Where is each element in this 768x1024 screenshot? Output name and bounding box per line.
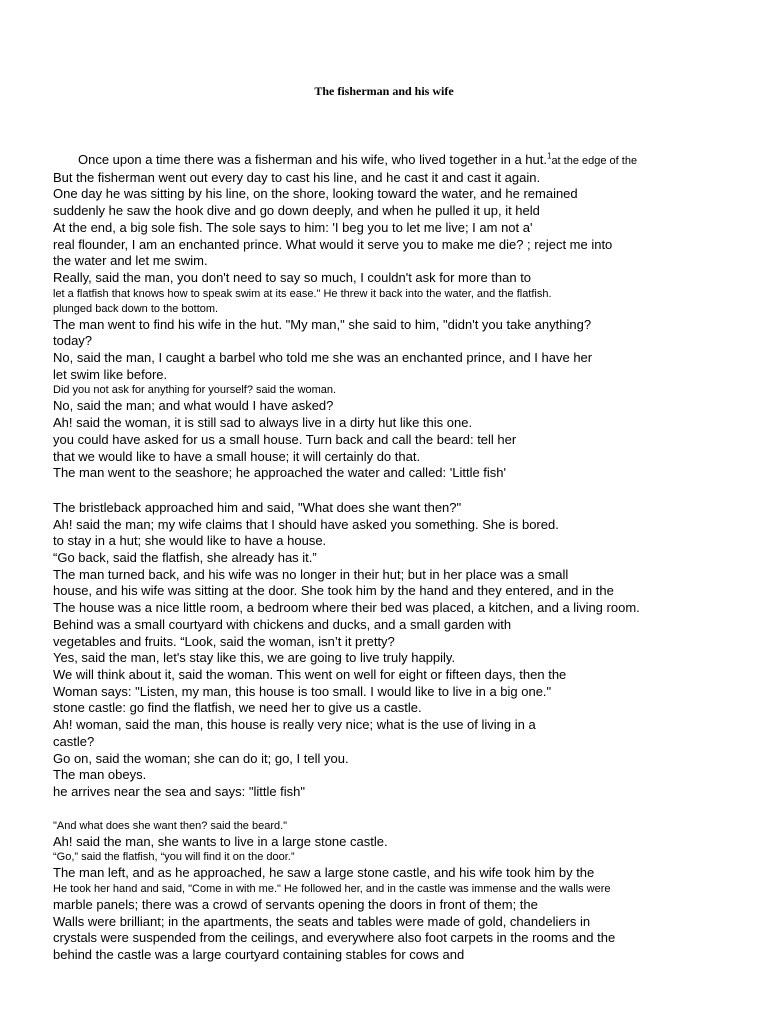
text-line: behind the castle was a large courtyard containing stables for cows and	[53, 947, 465, 963]
text-line: suddenly he saw the hook dive and go down deeply, and when he pulled it up, it held	[53, 203, 540, 219]
text-line: real flounder, I am an enchanted prince. What would it serve you to make me die? ; reject me into	[53, 236, 613, 252]
text-line: The house was a nice little room, a bedroom where their bed was placed, a kitchen, and a living room.	[53, 600, 640, 616]
text-line: The man went to the seashore; he approached the water and called: 'Little fish'	[53, 465, 507, 481]
text-line: We will think about it, said the woman. This went on well for eight or fifteen days, then the	[53, 666, 567, 682]
text-line: The man obeys.	[53, 767, 147, 783]
text-line: The man turned back, and his wife was no longer in their hut; but in her place was a small	[53, 566, 569, 582]
text-line: plunged back down to the bottom.	[53, 302, 219, 315]
text-line: Woman says: "Listen, my man, this house is too small. I would like to live in a big one."	[53, 683, 552, 699]
text-line: you could have asked for us a small house. Turn back and call the beard: tell her	[53, 431, 517, 447]
text-line: marble panels; there was a crowd of servants opening the doors in front of them; the	[53, 897, 538, 913]
text-line: One day he was sitting by his line, on the shore, looking toward the water, and he remained	[53, 186, 578, 202]
text-line: Yes, said the man, let's stay like this, we are going to live truly happily.	[53, 650, 456, 666]
text-line: "And what does she want then? said the beard."	[53, 819, 288, 832]
text-line: Really, said the man, you don't need to say so much, I couldn't ask for more than to	[53, 269, 532, 285]
text-run: at the edge of the	[551, 155, 638, 167]
paragraph-gap	[53, 801, 768, 819]
text-line: house, and his wife was sitting at the door. She took him by the hand and they entered, and in the	[53, 583, 614, 599]
footnote-marker: 1	[546, 151, 552, 161]
text-line: he arrives near the sea and says: "little fish"	[53, 783, 306, 799]
text-line	[53, 152, 768, 170]
text-line: The man left, and as he approached, he saw a large stone castle, and his wife took him by the	[53, 865, 595, 881]
text-line: vegetables and fruits. “Look, said the woman, isn’t it pretty?	[53, 633, 395, 649]
text-line: stone castle: go find the flatfish, we need her to give us a castle.	[53, 700, 422, 716]
paragraph-gap	[53, 482, 768, 500]
text-line: Ah! said the man; my wife claims that I should have asked you something. She is bored.	[53, 516, 559, 532]
text-line: Ah! said the man, she wants to live in a large stone castle.	[53, 833, 388, 849]
text-line: At the end, a big sole fish. The sole says to him: 'I beg you to let me live; I am not a'	[53, 219, 533, 235]
text-run: Once upon a time there was a fisherman and his wife, who lived together in a hut.	[78, 152, 547, 167]
text-line: crystals were suspended from the ceilings, and everywhere also foot carpets in the rooms and the	[53, 930, 616, 946]
text-line: that we would like to have a small house; it will certainly do that.	[53, 448, 421, 464]
text-line: No, said the man, I caught a barbel who told me she was an enchanted prince, and I have her	[53, 350, 593, 366]
text-line: “Go,” said the flatfish, “you will find it on the door.”	[53, 851, 295, 864]
text-line: Go on, said the woman; she can do it; go, I tell you.	[53, 750, 349, 766]
text-line: The man went to find his wife in the hut. "My man," she said to him, "didn't you take anything?	[53, 316, 592, 332]
text-line: Ah! woman, said the man, this house is really very nice; what is the use of living in a	[53, 717, 536, 733]
text-line: Walls were brilliant; in the apartments, the seats and tables were made of gold, chandeliers in	[53, 913, 591, 929]
text-line: the water and let me swim.	[53, 253, 208, 269]
page-title: The fisherman and his wife	[314, 84, 454, 98]
text-line: He took her hand and said, "Come in with me." He followed her, and in the castle was immense and the walls were	[53, 883, 611, 896]
story-text	[53, 152, 768, 964]
text-line: to stay in a hut; she would like to have a house.	[53, 533, 327, 549]
text-line: let swim like before.	[53, 366, 168, 382]
text-line: The bristleback approached him and said, "What does she want then?"	[53, 499, 462, 515]
text-line: Did you not ask for anything for yourself? said the woman.	[53, 384, 337, 397]
text-line: No, said the man; and what would I have asked?	[53, 398, 334, 414]
text-line: But the fisherman went out every day to cast his line, and he cast it and cast it again.	[53, 169, 541, 185]
text-line: today?	[53, 333, 93, 349]
text-line: Ah! said the woman, it is still sad to always live in a dirty hut like this one.	[53, 415, 473, 431]
text-line: castle?	[53, 733, 95, 749]
text-line: Behind was a small courtyard with chickens and ducks, and a small garden with	[53, 616, 512, 632]
text-line: let a flatfish that knows how to speak swim at its ease." He threw it back into the water, and the flatfish.	[53, 287, 552, 300]
text-line: “Go back, said the flatfish, she already has it.”	[53, 550, 317, 566]
